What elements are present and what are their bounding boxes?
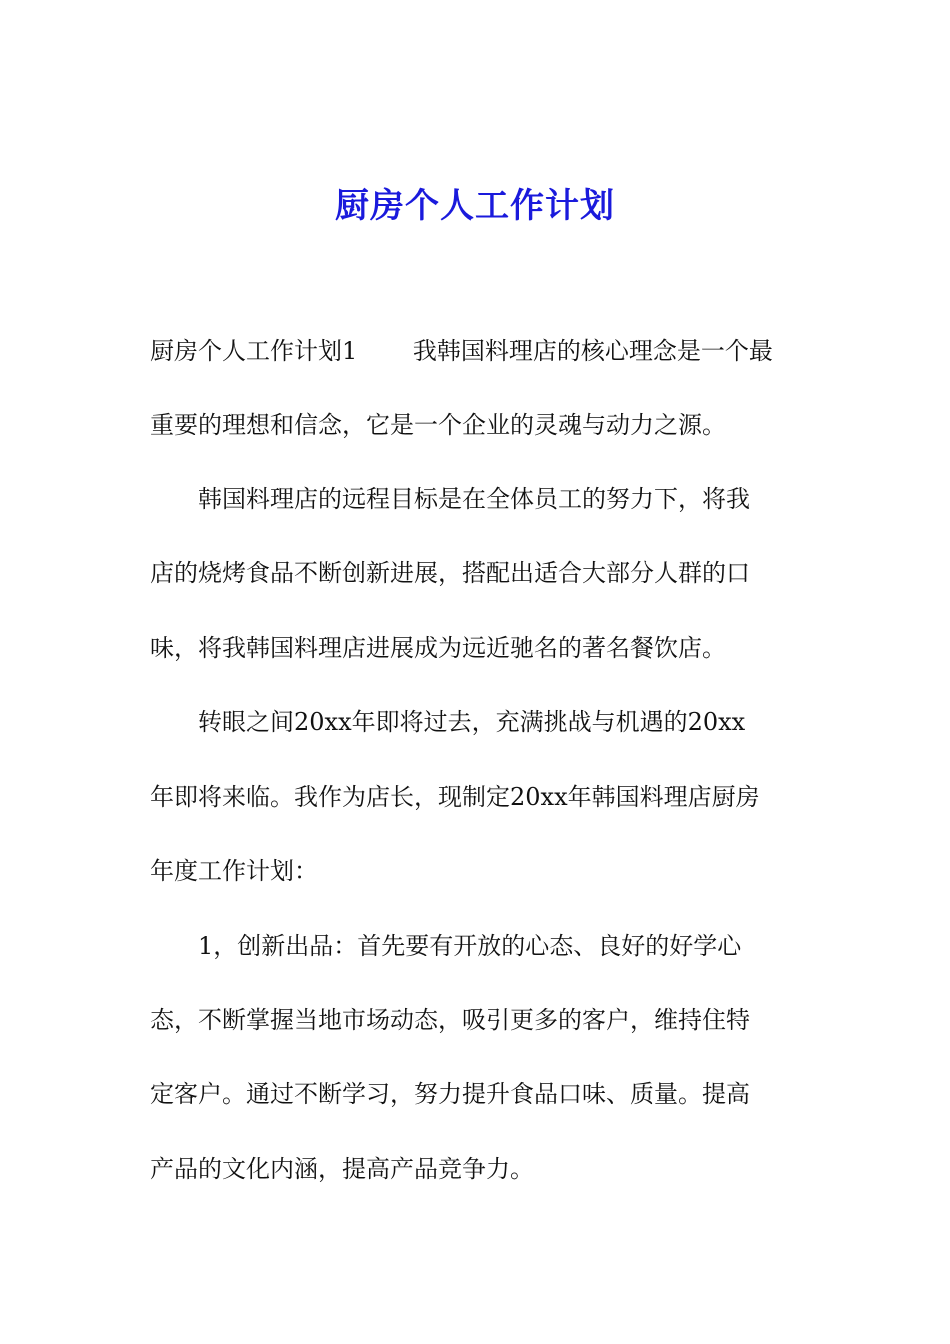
body-line: 产品的文化内涵，提高产品竞争力。: [150, 1155, 534, 1183]
body-line: 厨房个人工作计划1 我韩国料理店的核心理念是一个最: [150, 337, 773, 365]
body-line: 年度工作计划：: [150, 857, 318, 885]
body-line: 味，将我韩国料理店进展成为远近驰名的著名餐饮店。: [150, 634, 726, 662]
document-title: 厨房个人工作计划: [335, 186, 615, 226]
body-line: 店的烧烤食品不断创新进展，搭配出适合大部分人群的口: [150, 559, 750, 587]
body-line: 定客户。通过不断学习，努力提升食品口味、质量。提高: [150, 1080, 750, 1108]
body-line: 1，创新出品：首先要有开放的心态、良好的好学心: [150, 932, 742, 960]
body-line: 年即将来临。我作为店长，现制定20xx年韩国料理店厨房: [150, 783, 760, 811]
body-line: 态，不断掌握当地市场动态，吸引更多的客户，维持住特: [150, 1006, 750, 1034]
body-line: 重要的理想和信念，它是一个企业的灵魂与动力之源。: [150, 411, 726, 439]
body-line: 转眼之间20xx年即将过去，充满挑战与机遇的20xx: [150, 708, 746, 736]
body-line: 韩国料理店的远程目标是在全体员工的努力下，将我: [150, 485, 750, 513]
